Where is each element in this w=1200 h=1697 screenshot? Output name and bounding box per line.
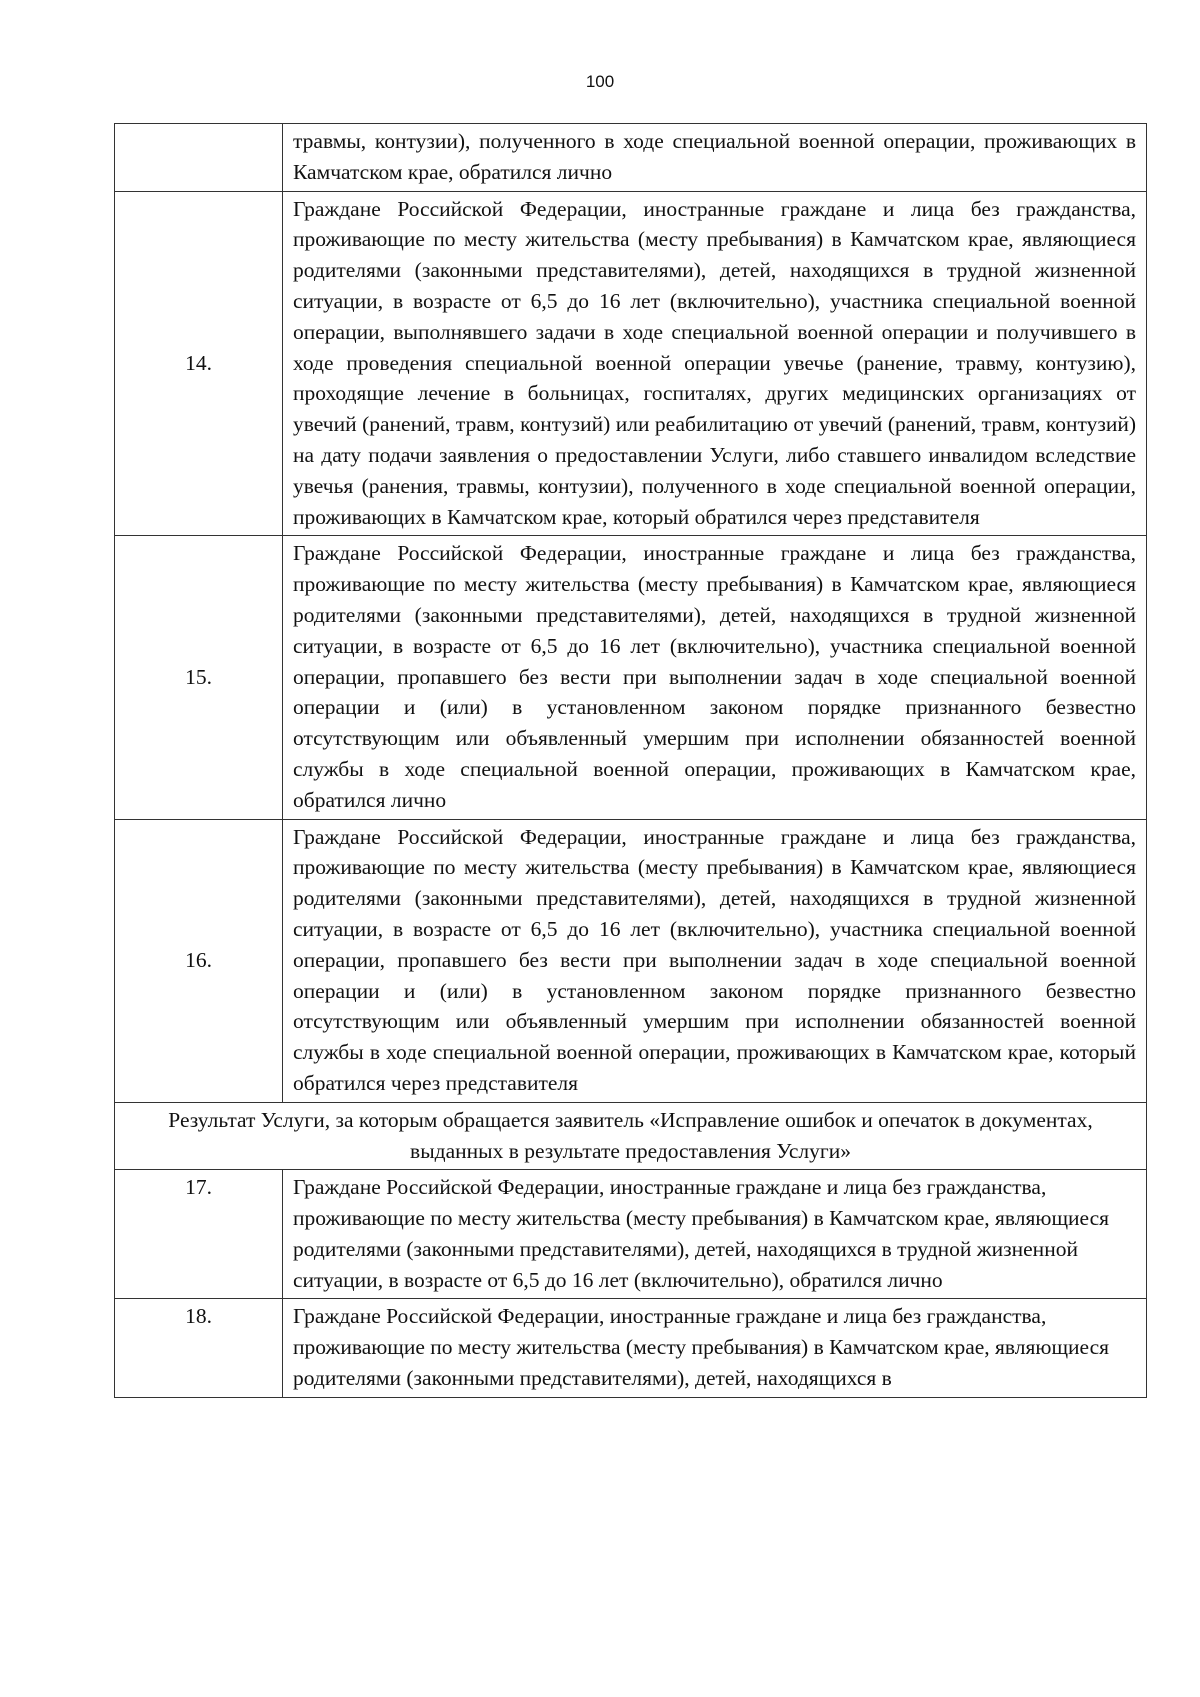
row-description-cell: травмы, контузии), полученного в ходе специальной военной операции, проживающих в Камчатском крае, обратился лично <box>283 124 1147 192</box>
table-row <box>115 191 1147 536</box>
page-number: 100 <box>585 72 615 91</box>
row-description-cell: Граждане Российской Федерации, иностранные граждане и лица без гражданства, проживающие по месту жительства (месту пребывания) в Камчатском крае, являющиеся родителями (законными представителями), детей, находящихся в трудной жизненной ситуации, в возрасте от 6,5 до 16 лет (включительно), обратился лично <box>283 1170 1147 1299</box>
row-description-cell: Граждане Российской Федерации, иностранные граждане и лица без гражданства, проживающие по месту жительства (месту пребывания) в Камчатском крае, являющиеся родителями (законными представителями), детей, находящихся в трудной жизненной ситуации, в возрасте от 6,5 до 16 лет (включительно), участника специальной военной операции, пропавшего без вести при выполнении задач в ходе специальной военной операции и (или) в установленном законом порядке признанного безвестно отсутствующим или объявленный умершим при исполнении обязанностей военной службы в ходе специальной военной операции, проживающих в Камчатском крае, который обратился через представителя <box>283 819 1147 1102</box>
applicant-categories-table <box>114 123 1147 1398</box>
row-description-cell: Граждане Российской Федерации, иностранные граждане и лица без гражданства, проживающие по месту жительства (месту пребывания) в Камчатском крае, являющиеся родителями (законными представителями), детей, находящихся в трудной жизненной ситуации, в возрасте от 6,5 до 16 лет (включительно), участника специальной военной операции, выполнявшего задачи в ходе специальной военной операции и получившего в ходе проведения специальной военной операции увечье (ранение, травму, контузию), проходящие лечение в больницах, госпиталях, других медицинских организациях от увечий (ранений, травм, контузий) или реабилитацию от увечий (ранений, травм, контузий) на дату подачи заявления о предоставлении Услуги, либо ставшего инвалидом вследствие увечья (ранения, травмы, контузии), полученного в ходе специальной военной операции, проживающих в Камчатском крае, который обратился через представителя <box>283 191 1147 536</box>
row-number-cell: 17. <box>115 1170 283 1299</box>
row-number-cell: 15. <box>115 536 283 819</box>
row-number-cell: 16. <box>115 819 283 1102</box>
table-row <box>115 1299 1147 1397</box>
row-number-cell <box>115 124 283 192</box>
table-row <box>115 819 1147 1102</box>
table-row <box>115 536 1147 819</box>
table-row <box>115 124 1147 192</box>
section-heading: Результат Услуги, за которым обращается заявитель «Исправление ошибок и опечаток в документах, выданных в результате предоставления Услуги» <box>115 1102 1147 1170</box>
row-number-cell: 18. <box>115 1299 283 1397</box>
section-heading-row <box>115 1102 1147 1170</box>
row-description-cell: Граждане Российской Федерации, иностранные граждане и лица без гражданства, проживающие по месту жительства (месту пребывания) в Камчатском крае, являющиеся родителями (законными представителями), детей, находящихся в <box>283 1299 1147 1397</box>
row-description-cell: Граждане Российской Федерации, иностранные граждане и лица без гражданства, проживающие по месту жительства (месту пребывания) в Камчатском крае, являющиеся родителями (законными представителями), детей, находящихся в трудной жизненной ситуации, в возрасте от 6,5 до 16 лет (включительно), участника специальной военной операции, пропавшего без вести при выполнении задач в ходе специальной военной операции и (или) в установленном законом порядке признанного безвестно отсутствующим или объявленный умершим при исполнении обязанностей военной службы в ходе специальной военной операции, проживающих в Камчатском крае, обратился лично <box>283 536 1147 819</box>
table-row <box>115 1170 1147 1299</box>
row-number-cell: 14. <box>115 191 283 536</box>
